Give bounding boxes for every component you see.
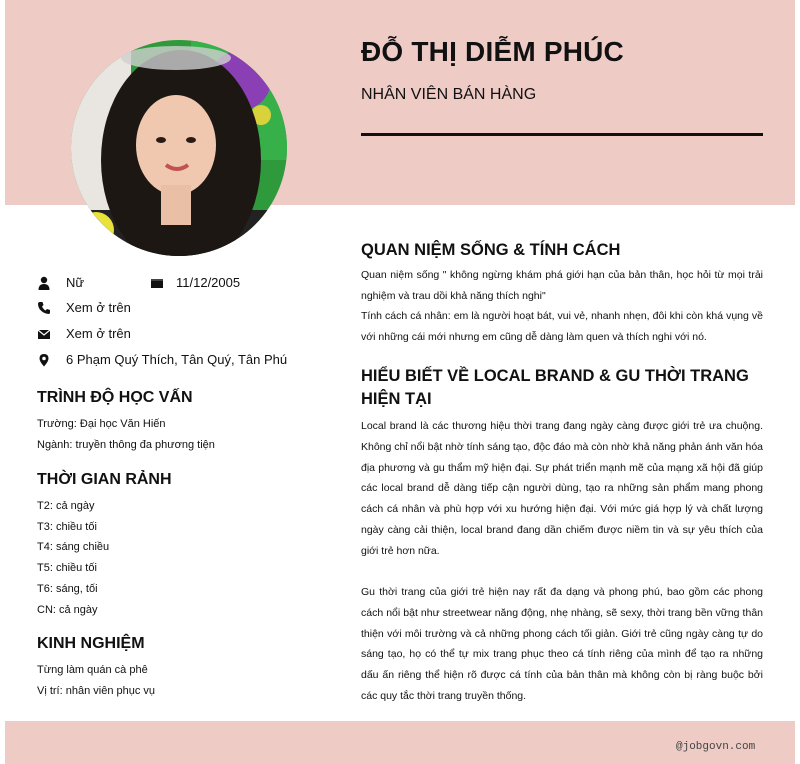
- education-school: Trường: Đại học Văn Hiến: [37, 418, 166, 430]
- free-time-item: T6: sáng, tối: [37, 583, 98, 595]
- free-time-item: T3: chiều tối: [37, 521, 97, 533]
- life-view-text: Quan niệm sống " không ngừng khám phá giới hạn của bản thân, học hỏi từ mọi trải nghiệm và trau dồi khả năng thích nghi": [361, 269, 763, 302]
- birthday-value: 11/12/2005: [176, 275, 241, 290]
- watermark: @jobgovn.com: [676, 741, 756, 753]
- experience-item: Từng làm quán cà phê: [37, 664, 148, 676]
- person-name: ĐỖ THỊ DIỄM PHÚC: [361, 36, 624, 67]
- education-major: Ngành: truyền thông đa phương tiện: [37, 439, 215, 451]
- location-pin-icon: [37, 353, 51, 367]
- phone-value: Xem ở trên: [66, 300, 131, 315]
- calendar-icon: [150, 276, 164, 290]
- gender-row: [37, 275, 84, 290]
- birthday-row: [150, 275, 240, 290]
- person-icon: [37, 276, 51, 290]
- local-brand-paragraph: Local brand là các thương hiệu thời trang đang ngày càng được giới trẻ ưa chuộng. Không chỉ nổi bật nhờ tính sáng tạo, độc đáo mà còn nhờ khả năng phản ánh văn hóa địa phương và gu thẩm mỹ hiện đại. Sự phát triển mạnh mẽ của mạng xã hội đã giúp các local brand dễ dàng tiếp cận người dùng, tạo ra những sản phẩm mang phong cách cá nhân và phù hợp với xu hướng hiện đại. Với mức giá hợp lý và chất lượng ngày càng cải thiện, local brand đang dần chiếm được niềm tin và sự yêu thích của giới trẻ hơn nữa.: [361, 420, 763, 557]
- free-time-heading: THỜI GIAN RẢNH: [37, 471, 172, 488]
- header-divider: [361, 133, 763, 136]
- fashion-taste-paragraph: Gu thời trang của giới trẻ hiện nay rất đa dạng và phong phú, bao gồm các phong cách nổi bật như streetwear năng động, nhẹ nhàng, sẽ sexy, thời trang bền vững thân thiện với môi trường và cả những phong cách tối giản. Giới trẻ cũng ngày càng tự do sáng tạo, họ có thể tự mix trang phục theo cá tính riêng của mình để tạo ra những dấu ấn riêng thể hiện rõ được cá tính của bản thân mà không còn bị ràng buộc bởi các quy tắc thời trang truyền thống.: [361, 586, 763, 702]
- email-row: [37, 326, 131, 341]
- education-heading: TRÌNH ĐỘ HỌC VẤN: [37, 389, 193, 406]
- free-time-item: T2: cả ngày: [37, 500, 95, 512]
- personality-text: Tính cách cá nhân: em là người hoạt bát, vui vẻ, nhanh nhẹn, đôi khi còn khá vụng về với những cái mới nhưng em cũng dễ dàng làm quen và thích nghi với nó.: [361, 310, 763, 343]
- email-value: Xem ở trên: [66, 326, 131, 341]
- gender-value: Nữ: [66, 275, 85, 290]
- free-time-item: T4: sáng chiều: [37, 541, 110, 553]
- address-row: [37, 352, 287, 367]
- experience-item: Vị trí: nhân viên phục vụ: [37, 685, 156, 697]
- address-value: 6 Phạm Quý Thích, Tân Quý, Tân Phú: [66, 352, 288, 367]
- philosophy-heading: QUAN NIỆM SỐNG & TÍNH CÁCH: [361, 241, 621, 259]
- free-time-item: T5: chiều tối: [37, 562, 97, 574]
- phone-row: [37, 300, 131, 315]
- free-time-item: CN: cả ngày: [37, 604, 98, 616]
- experience-heading: KINH NGHIỆM: [37, 635, 145, 652]
- phone-icon: [37, 301, 51, 315]
- job-title: NHÂN VIÊN BÁN HÀNG: [361, 86, 537, 103]
- local-brand-heading: HIỂU BIẾT VỀ LOCAL BRAND & GU THỜI TRANG HIỆN TẠI: [361, 367, 749, 408]
- envelope-icon: [37, 327, 51, 341]
- profile-photo: [71, 40, 287, 256]
